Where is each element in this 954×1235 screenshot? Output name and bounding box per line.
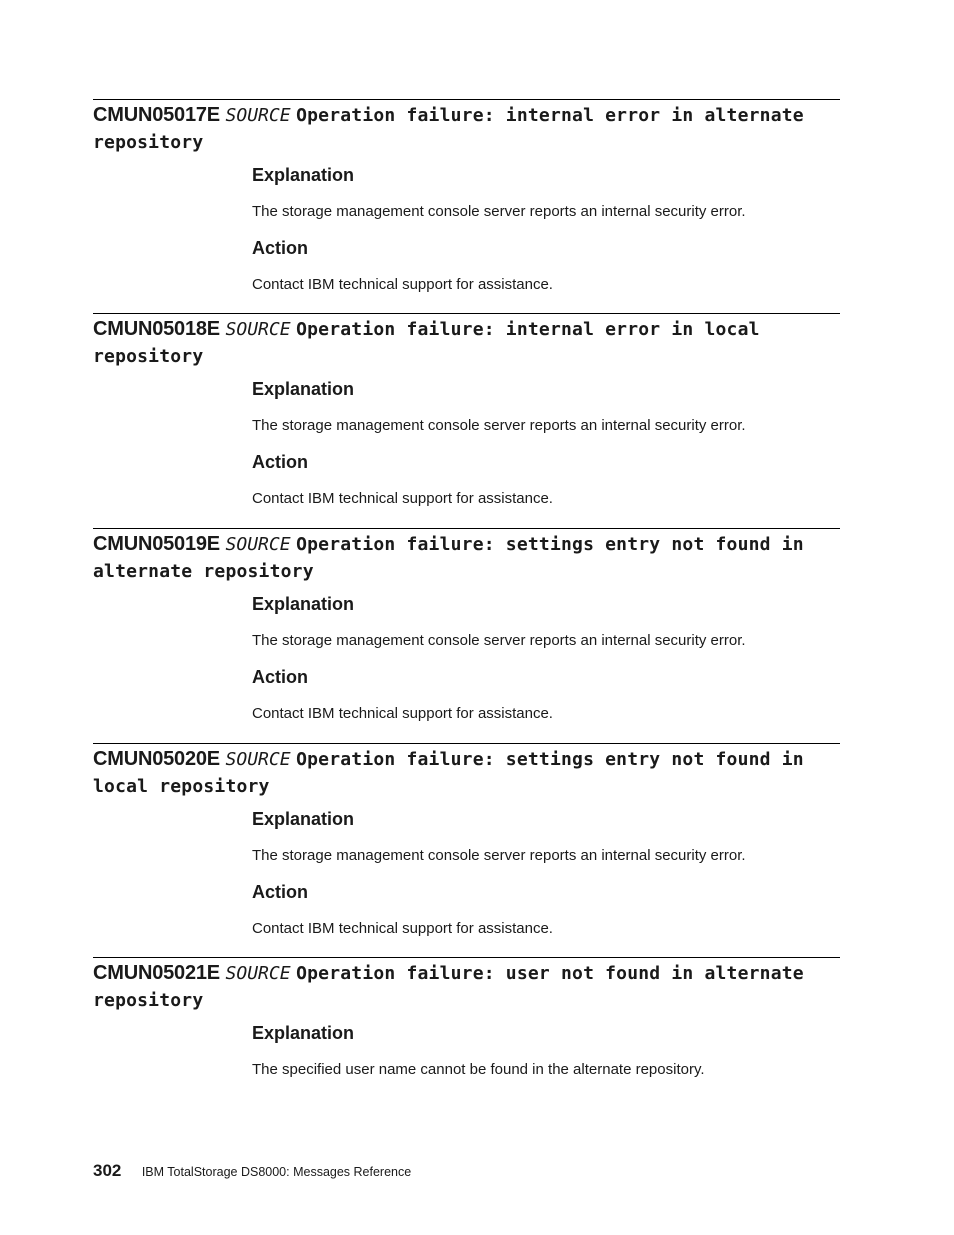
- explanation-heading: Explanation: [252, 379, 355, 399]
- page-number: 302: [93, 1161, 122, 1180]
- message-source: SOURCE: [225, 749, 291, 770]
- explanation-text: The storage management console server reports an internal security error.: [252, 203, 746, 220]
- explanation-section: [252, 378, 840, 436]
- page-footer: [93, 1161, 411, 1181]
- explanation-section: [252, 1022, 840, 1080]
- action-section: [252, 666, 840, 724]
- explanation-text: The specified user name cannot be found in the alternate repository.: [252, 1061, 705, 1078]
- action-section: [252, 451, 840, 509]
- message-title-line2: alternate repository: [93, 561, 314, 582]
- action-text: Contact IBM technical support for assistance.: [252, 276, 553, 293]
- message-heading: [93, 744, 840, 800]
- explanation-heading: Explanation: [252, 1023, 355, 1043]
- explanation-section: [252, 808, 840, 866]
- explanation-section: [252, 593, 840, 651]
- message-entry: [93, 313, 840, 509]
- action-heading: Action: [252, 452, 308, 472]
- message-entry: [93, 528, 840, 724]
- message-title-line1: Operation failure: user not found in alternate: [296, 963, 804, 984]
- action-text: Contact IBM technical support for assistance.: [252, 920, 553, 937]
- message-title-line2: local repository: [93, 776, 270, 797]
- message-title-line2: repository: [93, 990, 204, 1011]
- message-heading: [93, 100, 840, 156]
- message-entry: [93, 743, 840, 939]
- action-section: [252, 881, 840, 939]
- message-source: SOURCE: [225, 963, 291, 984]
- explanation-section: [252, 164, 840, 222]
- action-heading: Action: [252, 238, 308, 258]
- message-entry: [93, 99, 840, 295]
- explanation-text: The storage management console server reports an internal security error.: [252, 847, 746, 864]
- message-id: CMUN05017E: [93, 104, 220, 126]
- explanation-text: The storage management console server reports an internal security error.: [252, 417, 746, 434]
- action-heading: Action: [252, 667, 308, 687]
- message-heading: [93, 958, 840, 1014]
- message-id: CMUN05020E: [93, 748, 220, 770]
- action-section: [252, 237, 840, 295]
- message-id: CMUN05018E: [93, 318, 220, 340]
- message-id: CMUN05019E: [93, 533, 220, 555]
- message-id: CMUN05021E: [93, 962, 220, 984]
- action-text: Contact IBM technical support for assistance.: [252, 705, 553, 722]
- explanation-heading: Explanation: [252, 809, 355, 829]
- message-title-line1: Operation failure: internal error in local: [296, 319, 760, 340]
- message-title-line1: Operation failure: internal error in alternate: [296, 105, 804, 126]
- message-title-line1: Operation failure: settings entry not found in: [296, 749, 804, 770]
- message-source: SOURCE: [225, 105, 291, 126]
- message-title-line1: Operation failure: settings entry not found in: [296, 534, 804, 555]
- action-heading: Action: [252, 882, 308, 902]
- explanation-heading: Explanation: [252, 594, 355, 614]
- book-title: IBM TotalStorage DS8000: Messages Reference: [141, 1165, 412, 1179]
- message-title-line2: repository: [93, 346, 204, 367]
- explanation-text: The storage management console server reports an internal security error.: [252, 632, 746, 649]
- message-heading: [93, 314, 840, 370]
- message-title-line2: repository: [93, 132, 204, 153]
- explanation-heading: Explanation: [252, 165, 355, 185]
- action-text: Contact IBM technical support for assistance.: [252, 490, 553, 507]
- message-source: SOURCE: [225, 534, 291, 555]
- message-source: SOURCE: [225, 319, 291, 340]
- message-entry: [93, 957, 840, 1080]
- message-heading: [93, 529, 840, 585]
